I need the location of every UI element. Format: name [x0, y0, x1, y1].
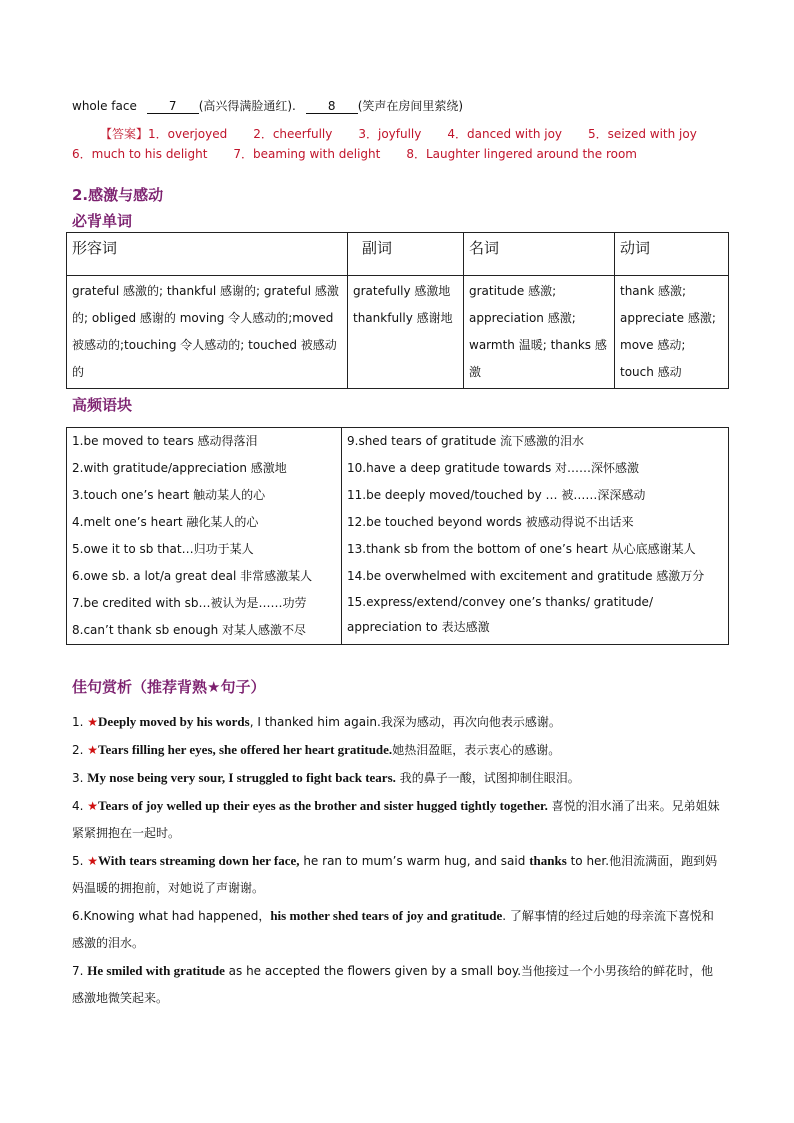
sentence-bold: Tears filling her eyes, she offered her heart gratitude.: [98, 742, 393, 757]
phrase-item: 1.be moved to tears 感动得落泪: [72, 434, 258, 448]
sentence-text: as he accepted the flowers given by a small boy.当他接过一个小男孩给的鲜花时，他感激地微笑起来。: [72, 964, 714, 1005]
answer-row-2: [72, 144, 732, 164]
sentence-number: 7.: [72, 964, 88, 978]
vocab-cell-adj: grateful 感激的; thankful 感谢的; grateful 感激的; obliged 感谢的 moving 令人感动的;moved 被感动的;touching 令人感动的; touched 被感动的: [67, 276, 348, 389]
sentence-number: 3.: [72, 771, 88, 785]
phrase-item: 8.can’t thank sb enough 对某人感激不尽: [72, 623, 307, 637]
sentence-item: [72, 902, 724, 957]
hint-8: (笑声在房间里萦绕): [357, 99, 464, 113]
fill-prefix: whole face: [72, 99, 137, 113]
star-icon: ★: [87, 799, 99, 813]
phrase-item: 9.shed tears of gratitude 流下感激的泪水: [347, 434, 585, 448]
phrase-item: 10.have a deep gratitude towards 对……深怀感激: [347, 461, 640, 475]
sentence-item: [72, 847, 724, 902]
blank-8: 8: [306, 99, 358, 114]
vocab-header-noun: 名词: [464, 233, 615, 276]
sentence-number: 4.: [72, 799, 88, 813]
sentence-bold: Deeply moved by his words: [98, 714, 250, 729]
sentence-bold: With tears streaming down her face,: [98, 853, 300, 868]
phrase-item: 4.melt one’s heart 融化某人的心: [72, 515, 259, 529]
answer-item: 2．cheerfully: [253, 127, 333, 141]
vocab-header-adj: 形容词: [67, 233, 348, 276]
sentence-text: 喜悦的泪水涌了出来。兄弟姐妹紧紧拥抱在一起时。: [72, 799, 720, 840]
vocab-title: 必背单词: [72, 212, 133, 230]
answer-tag: 【答案】: [100, 127, 149, 141]
answer-row-1: [72, 124, 732, 144]
sentence-text: to her.他泪流满面，跑到妈妈温暖的拥抱前，对她说了声谢谢。: [72, 854, 718, 895]
sentence-text: . 了解事情的经过后她的母亲流下喜悦和感激的泪水。: [72, 909, 714, 950]
phrase-item: 3.touch one’s heart 触动某人的心: [72, 488, 266, 502]
sentence-number: 2.: [72, 743, 88, 757]
star-icon: ★: [87, 854, 99, 868]
sentence-item: [72, 792, 724, 847]
sentences-title: 佳句赏析（推荐背熟★句子）: [72, 678, 266, 696]
sentence-item: [72, 957, 724, 1012]
section-title: 2.感激与感动: [72, 186, 164, 204]
phrase-item: 12.be touched beyond words 被感动得说不出话来: [347, 515, 634, 529]
phrase-item: 7.be credited with sb…被认为是……功劳: [72, 596, 307, 610]
star-icon: ★: [87, 715, 99, 729]
vocab-cell-adv: gratefully 感激地 thankfully 感谢地: [348, 276, 464, 389]
answer-item: 6．much to his delight: [72, 147, 208, 161]
fill-line: [72, 97, 463, 114]
vocab-cell-noun: gratitude 感激; appreciation 感激; warmth 温暖; thanks 感激: [464, 276, 615, 389]
hint-7: (高兴得满脸通红).: [198, 99, 296, 113]
phrase-item: 11.be deeply moved/touched by … 被……深深感动: [347, 488, 646, 502]
sentence-text: Knowing what had happened，: [83, 909, 271, 923]
phrases-right-column: [342, 428, 729, 645]
phrases-row: [67, 428, 729, 645]
phrase-item: 14.be overwhelmed with excitement and gratitude 感激万分: [347, 569, 705, 583]
blank-7: 7: [147, 99, 199, 114]
vocab-header-row: [67, 233, 729, 276]
sentence-number: 1.: [72, 715, 88, 729]
phrases-title: 高频语块: [72, 396, 133, 414]
sentence-item: [72, 764, 724, 792]
sentence-text: he ran to mum’s warm hug, and said: [299, 854, 530, 868]
vocab-table: [66, 232, 729, 389]
star-icon: ★: [87, 743, 99, 757]
vocab-header-verb: 动词: [615, 233, 729, 276]
sentence-text: 我的鼻子一酸，试图抑制住眼泪。: [395, 771, 580, 785]
vocab-header-adv: 副词: [348, 233, 464, 276]
vocab-cell-verb: thank 感激; appreciate 感激; move 感动; touch 感动: [615, 276, 729, 389]
phrase-item: 6.owe sb. a lot/a great deal 非常感激某人: [72, 569, 313, 583]
sentence-bold: his mother shed tears of joy and gratitude: [270, 908, 503, 923]
answer-item: 3．joyfully: [358, 127, 422, 141]
sentence-bold: thanks: [529, 853, 567, 868]
sentence-number: 6.: [72, 909, 84, 923]
answer-item: 5．seized with joy: [588, 127, 697, 141]
phrases-table: [66, 427, 729, 645]
answer-key: [72, 124, 732, 164]
phrases-left-column: [67, 428, 342, 645]
answer-item: 8．Laughter lingered around the room: [406, 147, 637, 161]
sentence-bold: My nose being very sour, I struggled to fight back tears.: [87, 770, 396, 785]
phrase-item: 5.owe it to sb that…归功于某人: [72, 542, 254, 556]
answer-item: 7．beaming with delight: [233, 147, 381, 161]
vocab-row: [67, 276, 729, 389]
sentence-bold: Tears of joy welled up their eyes as the brother and sister hugged tightly together.: [98, 798, 548, 813]
phrase-item: 15.express/extend/convey one’s thanks/ gratitude/ appreciation to 表达感激: [347, 595, 653, 634]
phrase-item: 2.with gratitude/appreciation 感激地: [72, 461, 287, 475]
phrase-item: 13.thank sb from the bottom of one’s heart 从心底感谢某人: [347, 542, 696, 556]
sentence-number: 5.: [72, 854, 88, 868]
answer-item: 1．overjoyed: [148, 127, 228, 141]
sentence-item: [72, 708, 724, 736]
sentence-bold: He smiled with gratitude: [87, 963, 225, 978]
sentence-text: , I thanked him again.我深为感动，再次向他表示感谢。: [249, 715, 561, 729]
sentence-item: [72, 736, 724, 764]
sentences-list: [72, 708, 724, 1012]
sentence-text: 她热泪盈眶，表示衷心的感谢。: [392, 743, 561, 757]
answer-item: 4．danced with joy: [447, 127, 563, 141]
